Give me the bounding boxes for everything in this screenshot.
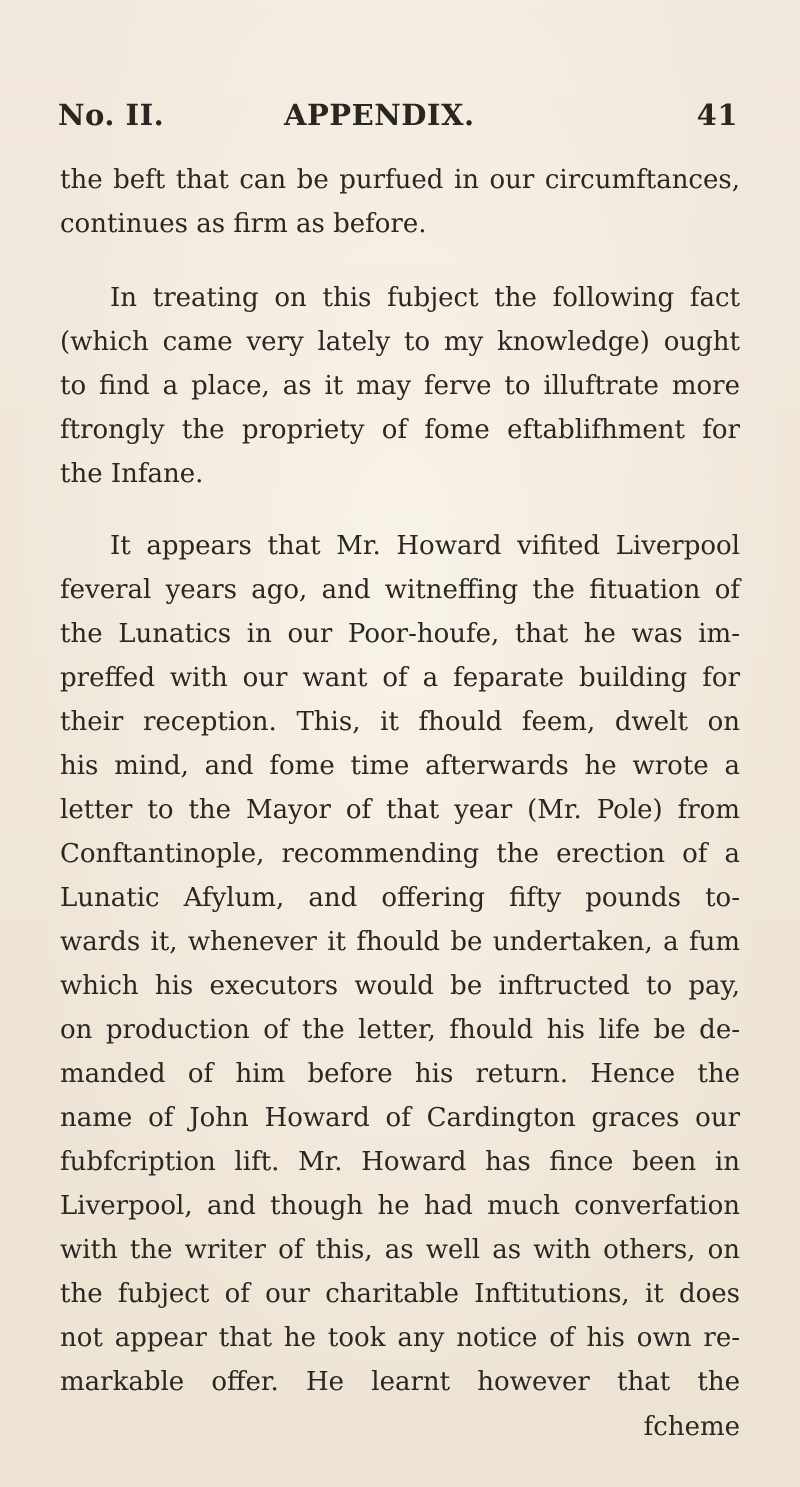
text-line: the beft that can be purfued in our circumftances,: [60, 165, 740, 195]
text-line: to find a place, as it may ferve to illuftrate more: [60, 371, 740, 401]
text-line: his mind, and fome time afterwards he wrote a: [60, 751, 740, 781]
text-line: on production of the letter, fhould his life be de-: [60, 1015, 740, 1045]
text-line: In treating on this fubject the following fact: [110, 283, 740, 313]
text-line: not appear that he took any notice of his own re-: [60, 1323, 740, 1353]
text-line: It appears that Mr. Howard vifited Liverpool: [110, 531, 740, 561]
text-line: letter to the Mayor of that year (Mr. Pole) from: [60, 795, 740, 825]
text-line: feveral years ago, and witneffing the fituation of: [60, 575, 740, 605]
text-line: the Infane.: [60, 459, 204, 489]
text-line: their reception. This, it fhould feem, dwelt on: [60, 707, 740, 737]
text-line: which his executors would be inftructed to pay,: [60, 971, 740, 1001]
text-line: manded of him before his return. Hence the: [60, 1059, 740, 1089]
text-line: Conftantinople, recommending the erection of a: [60, 839, 740, 869]
text-line: Liverpool, and though he had much converfation: [60, 1191, 740, 1221]
text-line: name of John Howard of Cardington graces our: [60, 1103, 740, 1133]
text-line: wards it, whenever it fhould be undertaken, a fum: [60, 927, 740, 957]
header-number: No. II.: [58, 98, 165, 132]
text-line: preffed with our want of a feparate building for: [60, 663, 740, 693]
page-number: 41: [696, 98, 738, 132]
running-header: [58, 98, 738, 138]
text-line: (which came very lately to my knowledge) ought: [60, 327, 740, 357]
text-line: ftrongly the propriety of fome eftablifhment for: [60, 415, 740, 445]
text-line: fubfcription lift. Mr. Howard has fince been in: [60, 1147, 740, 1177]
text-line: with the writer of this, as well as with others, on: [60, 1235, 740, 1265]
text-line: the fubject of our charitable Inftitutions, it does: [60, 1279, 740, 1309]
text-line: Lunatic Afylum, and offering fifty pounds to-: [60, 883, 740, 913]
text-line: continues as firm as before.: [60, 209, 427, 239]
text-line: the Lunatics in our Poor-houfe, that he was im-: [60, 619, 740, 649]
catchword: fcheme: [643, 1412, 740, 1442]
header-title: APPENDIX.: [284, 98, 475, 132]
text-line: markable offer. He learnt however that the: [60, 1367, 740, 1397]
